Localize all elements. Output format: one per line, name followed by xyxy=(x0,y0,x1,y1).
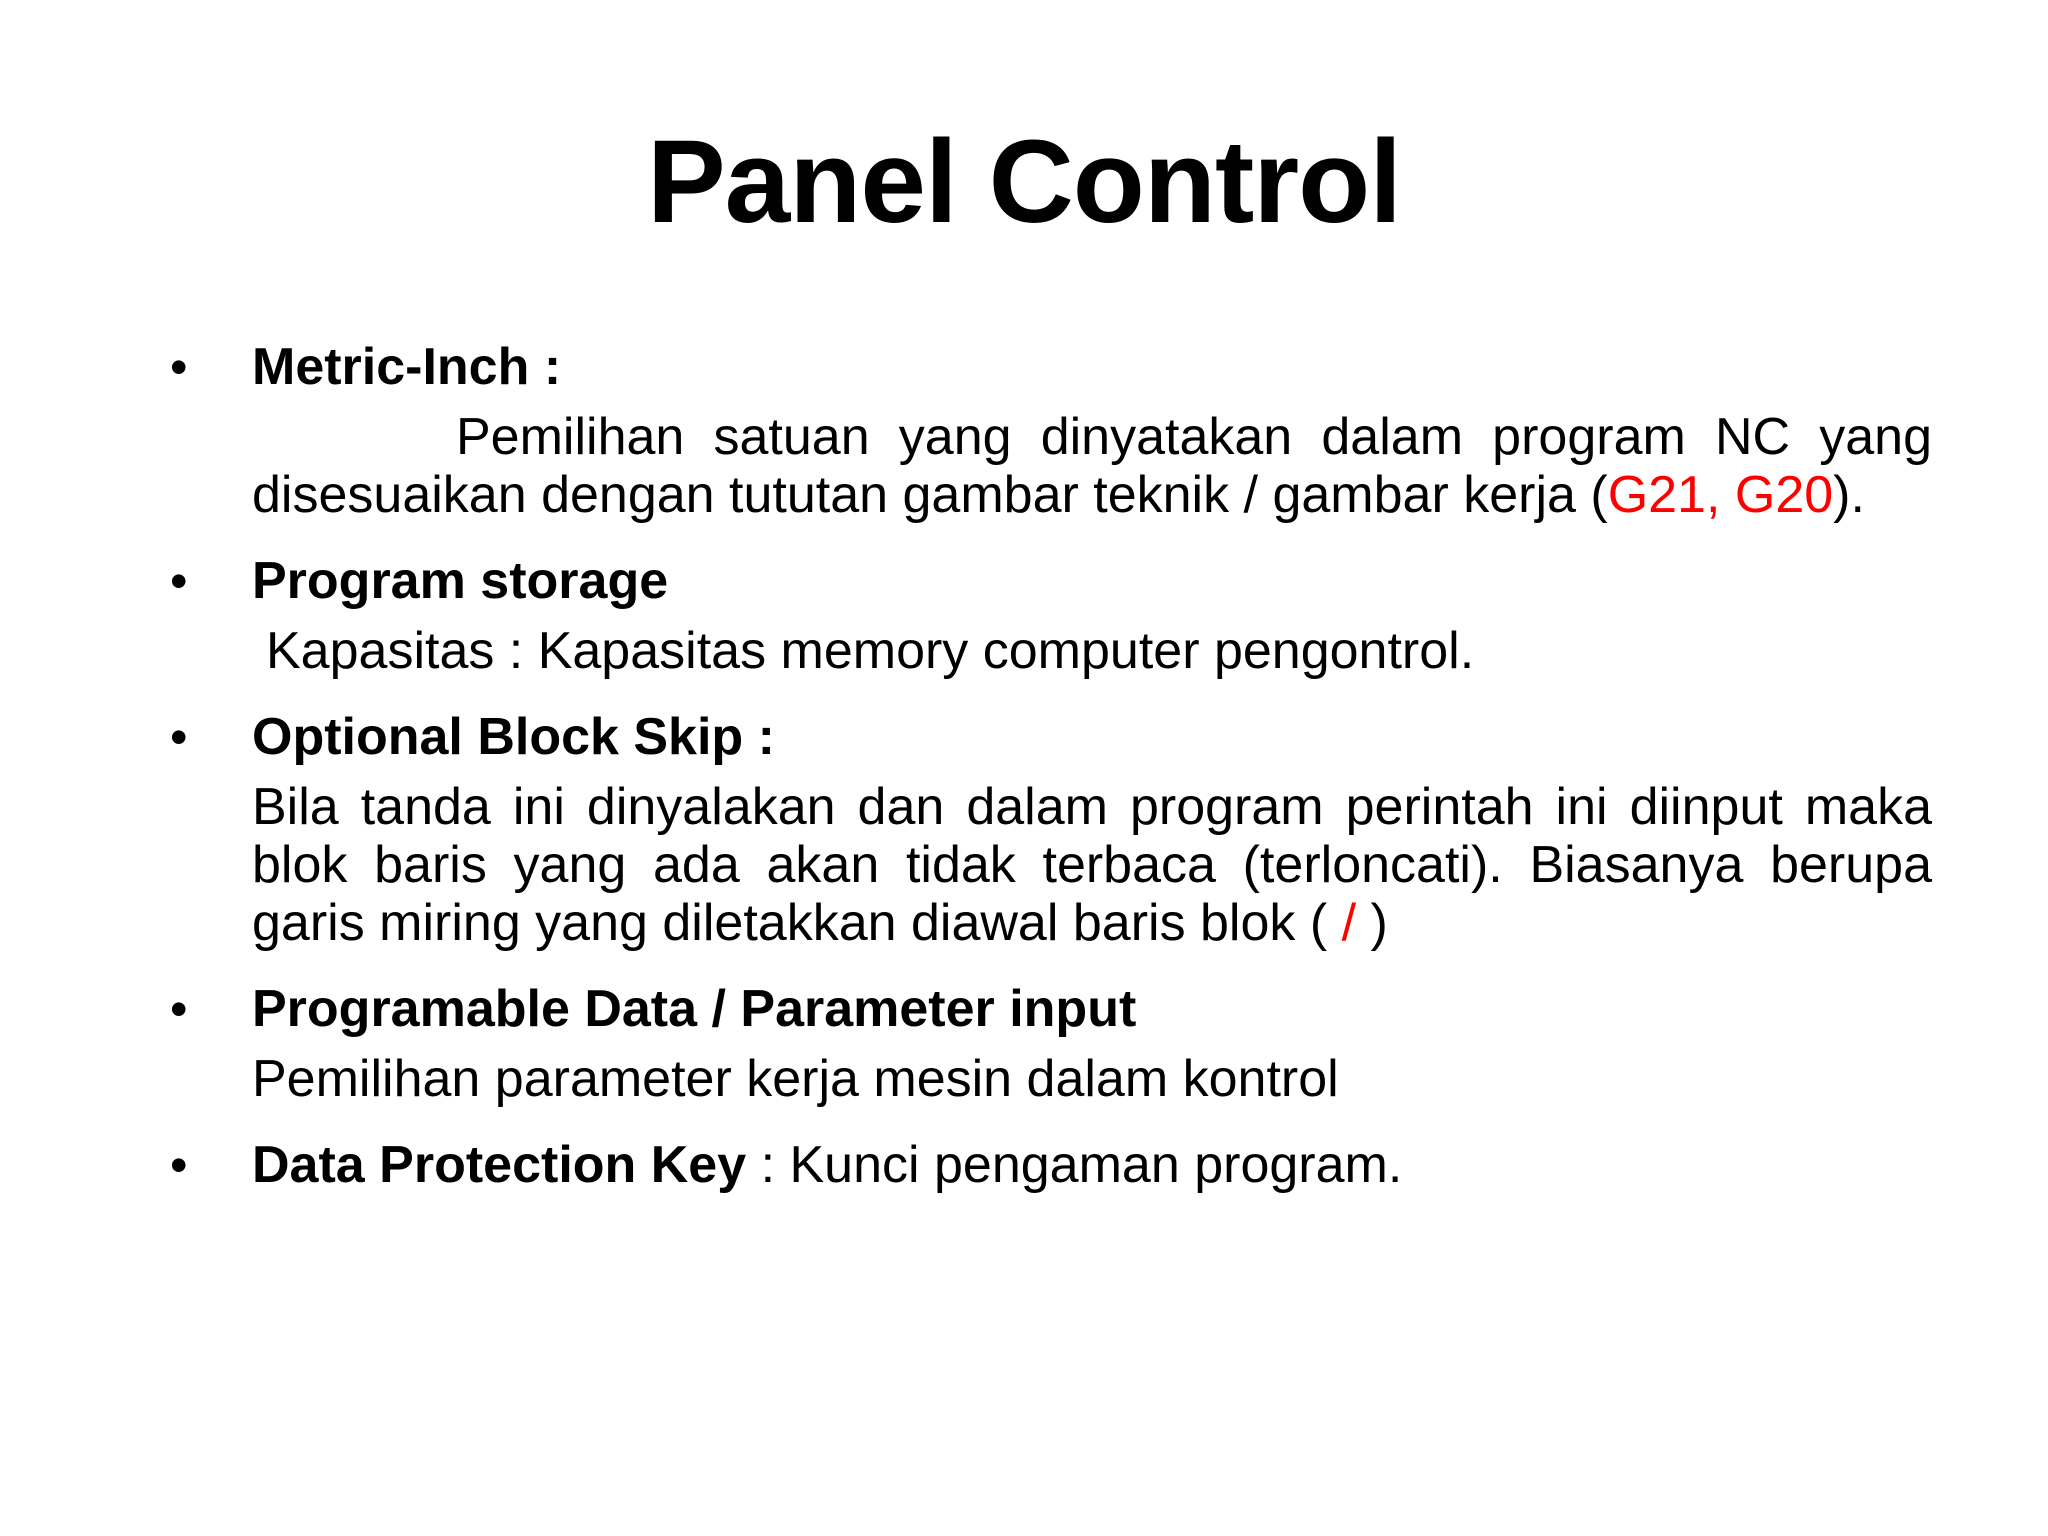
bullet-icon: • xyxy=(170,553,188,609)
description-text-end: ) xyxy=(1356,894,1388,952)
bullet-icon: • xyxy=(170,339,188,395)
description-text: Pemilihan satuan yang dinyatakan dalam program NC yang disesuaikan dengan tututan gambar teknik / gambar kerja ( xyxy=(252,408,1932,524)
list-item-data-protection-key xyxy=(170,1136,1932,1194)
item-line xyxy=(252,1136,1932,1194)
description-text: Bila tanda ini dinyalakan dan dalam program perintah ini diinput maka blok baris yang ada akan tidak terbaca (terloncati). Biasanya berupa garis miring yang diletakkan diawal baris blok ( xyxy=(252,778,1932,952)
slide-title: Panel Control xyxy=(646,116,1402,248)
list-item-program-storage xyxy=(170,552,1932,680)
g-code-highlight: G21, G20 xyxy=(1607,466,1834,524)
item-heading: Programable Data / Parameter input xyxy=(252,980,1137,1038)
item-description xyxy=(252,778,1932,952)
description-text-end: ). xyxy=(1833,466,1865,524)
item-heading: Metric-Inch : xyxy=(252,338,562,396)
bullet-list xyxy=(170,338,1932,1218)
list-item-optional-block-skip xyxy=(170,708,1932,952)
list-item-metric-inch xyxy=(170,338,1932,524)
item-heading: Program storage xyxy=(252,552,669,610)
item-description: : Kunci pengaman program. xyxy=(746,1136,1403,1194)
bullet-icon: • xyxy=(170,709,188,765)
bullet-icon: • xyxy=(170,981,188,1037)
bullet-icon: • xyxy=(170,1137,188,1193)
item-description xyxy=(252,408,1932,524)
item-description: Kapasitas : Kapasitas memory computer pengontrol. xyxy=(266,622,1475,680)
item-heading: Data Protection Key xyxy=(252,1136,747,1194)
list-item-programable-data xyxy=(170,980,1932,1108)
item-description: Pemilihan parameter kerja mesin dalam kontrol xyxy=(252,1050,1339,1108)
slash-highlight: / xyxy=(1341,894,1357,952)
item-heading: Optional Block Skip : xyxy=(252,708,775,766)
